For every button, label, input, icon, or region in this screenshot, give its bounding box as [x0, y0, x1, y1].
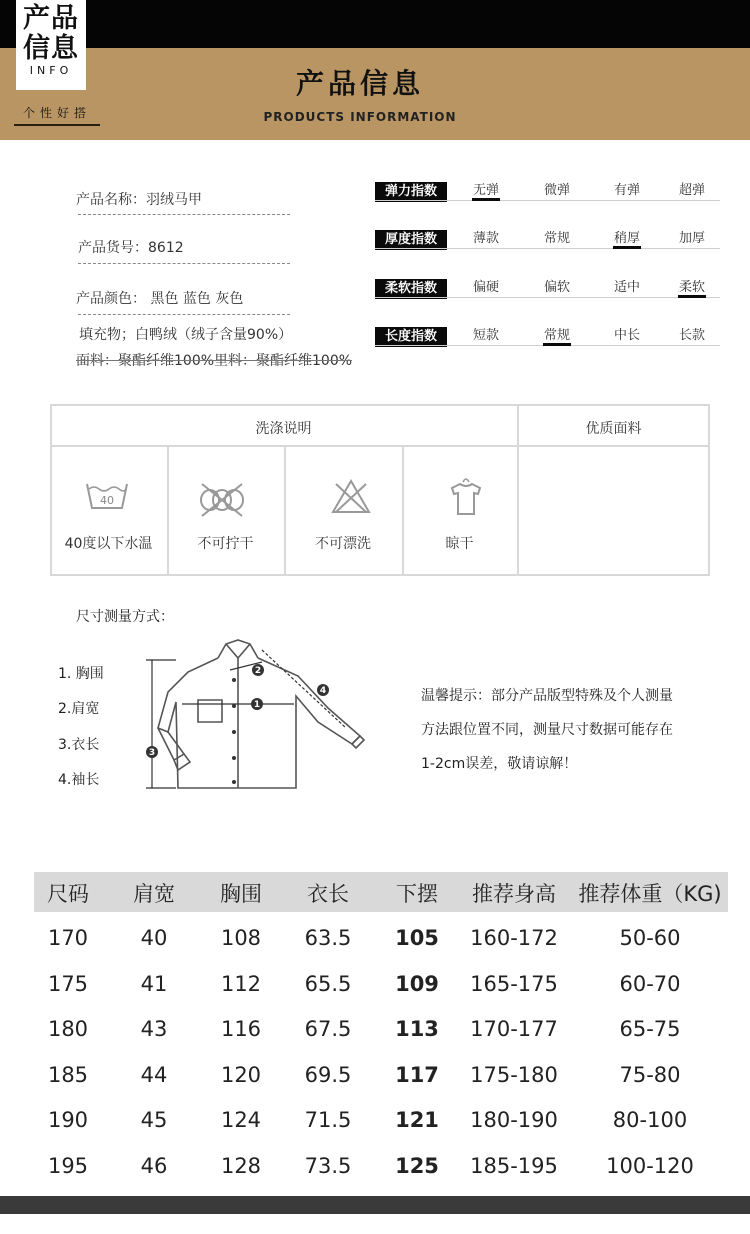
index-label: 弹力指数 [375, 182, 447, 202]
size-table-cell: 71.5 [304, 1108, 352, 1132]
product-filling: 填充物；白鸭绒（绒子含量90%） [79, 327, 293, 343]
size-table-cell: 180-190 [470, 1108, 558, 1132]
size-table-cell: 108 [220, 926, 262, 950]
size-table-cell: 190 [47, 1108, 89, 1132]
index-label: 长度指数 [375, 327, 447, 347]
fabric-title: 优质面料 [585, 421, 642, 437]
logo-underline [14, 124, 100, 126]
wash-table-header-line [50, 445, 710, 447]
footer-bar [0, 1196, 750, 1214]
size-table-cell: 180 [47, 1017, 89, 1041]
divider [78, 214, 290, 215]
size-table-cell: 100-120 [606, 1153, 694, 1178]
size-table-header: 推荐体重（KG) [578, 882, 722, 906]
size-table-cell: 69.5 [304, 1062, 352, 1087]
index-option: 常规 [543, 328, 570, 343]
size-table-cell: 50-60 [619, 926, 681, 950]
page-subtitle: PRODUCTS INFORMATION [263, 110, 457, 124]
measure-title: 尺寸测量方式： [76, 609, 174, 625]
size-table-cell: 60-70 [619, 971, 681, 996]
size-table-cell: 80-100 [612, 1108, 688, 1132]
index-option: 微弹 [543, 183, 570, 198]
index-option: 有弹 [613, 183, 640, 198]
size-table-cell: 128 [220, 1153, 262, 1178]
size-table-header: 胸围 [220, 882, 262, 906]
index-option: 薄款 [472, 231, 499, 246]
size-table-cell: 46 [140, 1153, 168, 1178]
svg-text:3: 3 [148, 748, 156, 758]
index-label: 柔软指数 [375, 279, 447, 299]
no-bleach-icon [330, 478, 372, 516]
size-table-cell: 124 [220, 1108, 262, 1132]
logo-line-1: 产品 [23, 3, 79, 34]
size-table-cell: 109 [395, 971, 439, 996]
measure-item-sleeve: 4.袖长 [58, 772, 100, 788]
size-table-cell: 65.5 [304, 971, 352, 996]
wash-label-hang-dry: 晾干 [445, 536, 474, 552]
wash-table-divider [167, 445, 169, 576]
product-name: 产品名称：羽绒马甲 [76, 192, 202, 208]
size-table-cell: 170-177 [470, 1017, 558, 1041]
page-title: 产品信息 [295, 67, 424, 100]
size-table-cell: 185-195 [470, 1153, 558, 1178]
measure-item-shoulder: 2.肩宽 [58, 701, 100, 717]
size-table-cell: 75-80 [619, 1062, 681, 1087]
index-option: 长款 [678, 328, 705, 343]
size-table-cell: 73.5 [304, 1153, 352, 1178]
index-selected-marker [678, 295, 706, 298]
index-option: 偏软 [543, 280, 570, 295]
index-option: 无弹 [472, 183, 499, 198]
index-option: 柔软 [678, 280, 705, 295]
wash-label-temp: 40度以下水温 [64, 536, 153, 552]
index-option: 稍厚 [613, 231, 640, 246]
size-table-cell: 116 [220, 1017, 262, 1041]
size-table-cell: 41 [140, 971, 168, 996]
index-label: 厚度指数 [375, 230, 447, 250]
tip-line-2: 方法跟位置不同，测量尺寸数据可能存在 [421, 722, 673, 738]
size-table-header: 下摆 [396, 882, 438, 906]
index-option: 超弹 [678, 183, 705, 198]
size-table-cell: 67.5 [304, 1017, 352, 1041]
size-table-cell: 160-172 [470, 926, 558, 950]
size-table-header: 尺码 [47, 882, 89, 906]
index-option: 适中 [613, 280, 640, 295]
size-table-cell: 112 [220, 971, 262, 996]
index-option: 短款 [472, 328, 499, 343]
wash-label-no-wring: 不可拧干 [197, 536, 254, 552]
index-selected-marker [613, 246, 641, 249]
index-selected-marker [472, 198, 500, 201]
index-baseline [375, 297, 720, 298]
svg-text:2: 2 [254, 666, 262, 676]
logo-en: INFO [29, 64, 73, 77]
size-table-header: 衣长 [307, 882, 349, 906]
tip-line-3: 1-2cm误差，敬请谅解！ [421, 756, 578, 772]
svg-text:4: 4 [319, 686, 327, 696]
no-wring-icon [196, 480, 248, 520]
index-option: 加厚 [678, 231, 705, 246]
tip-line-1: 温馨提示：部分产品版型特殊及个人测量 [421, 688, 673, 704]
size-table-header: 肩宽 [133, 882, 175, 906]
index-option: 中长 [613, 328, 640, 343]
size-table-cell: 45 [140, 1108, 168, 1132]
wash-title: 洗涤说明 [255, 421, 312, 437]
wash-table-divider [402, 445, 404, 576]
size-table-cell: 117 [395, 1062, 439, 1087]
size-table-cell: 195 [47, 1153, 89, 1178]
size-table-cell: 40 [140, 926, 168, 950]
size-table-cell: 175 [47, 971, 89, 996]
logo-line-2: 信息 [23, 33, 79, 64]
size-table-cell: 120 [220, 1062, 262, 1087]
product-fabric: 面料：聚酯纤维100%里料：聚酯纤维100% [76, 353, 353, 369]
header-top-bar [0, 0, 750, 48]
svg-text:1: 1 [253, 700, 261, 710]
measure-item-length: 3.衣长 [58, 737, 100, 753]
size-table-cell: 63.5 [304, 926, 352, 950]
index-option: 偏硬 [472, 280, 499, 295]
index-selected-marker [543, 343, 571, 346]
size-table-cell: 125 [395, 1153, 439, 1178]
product-colors: 产品颜色： 黑色 蓝色 灰色 [76, 291, 244, 307]
logo-slogan: 个性好搭 [22, 106, 91, 120]
wash-temp-label: 40 [100, 494, 114, 507]
size-table-cell: 113 [395, 1017, 439, 1041]
size-table-cell: 43 [140, 1017, 168, 1041]
index-baseline [375, 248, 720, 249]
index-baseline [375, 200, 720, 201]
product-sku: 产品货号：8612 [78, 240, 184, 256]
hang-dry-icon [444, 474, 488, 518]
divider [78, 263, 290, 264]
size-table-cell: 65-75 [619, 1017, 681, 1041]
wash-table-divider [284, 445, 286, 576]
size-table-cell: 121 [395, 1108, 439, 1132]
size-table-cell: 44 [140, 1062, 168, 1087]
shirt-measure-diagram [138, 632, 370, 798]
size-table-cell: 105 [395, 926, 439, 950]
measure-item-chest: 1. 胸围 [58, 666, 104, 682]
index-option: 常规 [543, 231, 570, 246]
size-table-cell: 185 [47, 1062, 89, 1087]
size-table-cell: 170 [47, 926, 89, 950]
size-table-cell: 175-180 [470, 1062, 558, 1087]
divider [78, 314, 290, 315]
size-table-header: 推荐身高 [472, 882, 556, 906]
wash-label-no-bleach: 不可漂洗 [315, 536, 371, 552]
size-table-cell: 165-175 [470, 971, 558, 996]
wash-40-icon [84, 478, 130, 516]
